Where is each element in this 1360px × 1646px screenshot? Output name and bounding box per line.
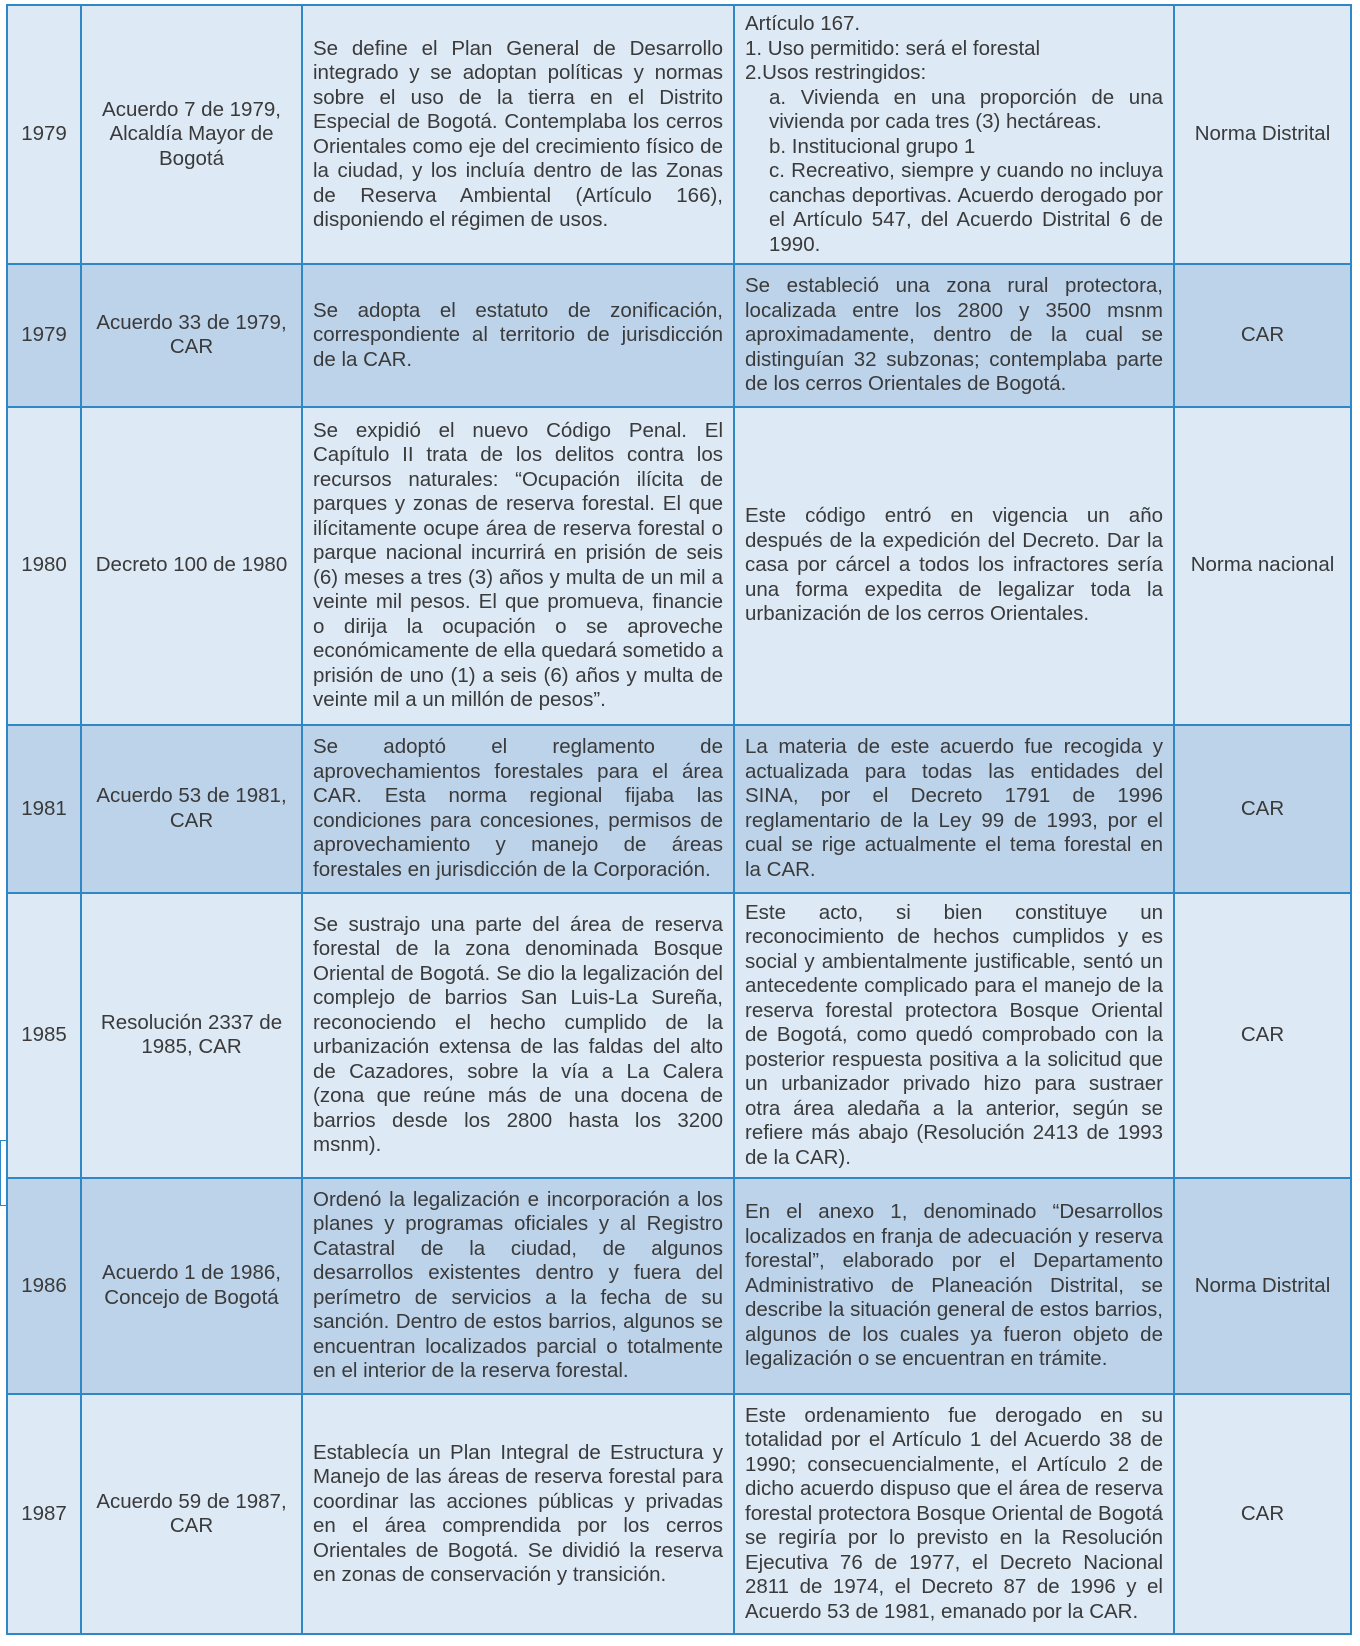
type-cell: CAR [1174,264,1351,407]
observation-subitem: a. Vivienda en una proporción de una vivienda por cada tres (3) hectáreas. [769,85,1163,134]
norm-cell: Acuerdo 7 de 1979, Alcaldía Mayor de Bogotá [81,5,302,264]
norm-cell: Acuerdo 59 de 1987, CAR [81,1394,302,1634]
observation-line: Artículo 167. [745,12,861,36]
observation-cell: Este código entró en vigencia un año después de la expedición del Decreto. Dar la casa por cárcel a todos los infractores sería una forma expedita de legalizar toda la urbanización de los cerros Orientales. [734,407,1174,725]
observation-subitem: c. Recreativo, siempre y cuando no incluya canchas deportivas. Acuerdo derogado por el Artículo 547, del Acuerdo Distrital 6 de 1990. [769,159,1163,256]
description-cell: Se expidió el nuevo Código Penal. El Capítulo II trata de los delitos contra los recursos naturales: “Ocupación ilícita de parques y zonas de reserva forestal. El que ilícitamente ocupe área de reserva forestal o parque nacional incurrirá en prisión de seis (6) meses a tres (3) años y multa de un mil a veinte mil pesos. El que promueva, financie o dirija la ocupación o se aproveche económicamente de ella quedará sometido a prisión de uno (1) a seis (6) años y multa de veinte mil a un millón de pesos”. [302,407,734,725]
description-cell: Se sustrajo una parte del área de reserva forestal de la zona denominada Bosque Oriental de Bogotá. Se dio la legalización del complejo de barrios San Luis-La Sureña, reconociendo el hecho cumplido de la urbanización extensa de las faldas del alto de Cazadores, sobre la vía a La Calera (zona que reúne más de una docena de barrios desde los 2800 hasta los 3200 msnm). [302,893,734,1177]
observation-cell: Se estableció una zona rural protectora, localizada entre los 2800 y 3500 msnm aproximadamente, dentro de la cual se distinguían 32 subzonas; contemplaba parte de los cerros Orientales de Bogotá. [734,264,1174,407]
type-cell: CAR [1174,1394,1351,1634]
table-row [7,407,1351,725]
observation-cell: Este acto, si bien constituye un reconocimiento de hechos cumplidos y es social y ambientalmente justificable, sentó un antecedente complicado para el manejo de la reserva forestal protectora Bosque Oriental de Bogotá, como quedó comprobado con la posterior respuesta positiva a la solicitud que un urbanizador privado hizo para sustraer otra área aledaña a la anterior, según se refiere más abajo (Resolución 2413 de 1993 de la CAR). [734,893,1174,1177]
year-cell: 1986 [7,1178,81,1395]
table-row [7,893,1351,1177]
description-cell: Se adoptó el reglamento de aprovechamientos forestales para el área CAR. Esta norma regional fijaba las condiciones para concesiones, permisos de aprovechamiento y manejo de áreas forestales en jurisdicción de la Corporación. [302,725,734,893]
observation-line: 1. Uso permitido: será el forestal [745,36,1041,60]
regulations-table [6,4,1352,1635]
observation-cell: La materia de este acuerdo fue recogida y actualizada para todas las entidades del SINA, por el Decreto 1791 de 1996 reglamentario de la Ley 99 de 1993, por el cual se rige actualmente el tema forestal en la CAR. [734,725,1174,893]
type-cell: Norma nacional [1174,407,1351,725]
observation-cell: Este ordenamiento fue derogado en su totalidad por el Artículo 1 del Acuerdo 38 de 1990; consecuencialmente, el Artículo 2 de dicho acuerdo dispuso que el área de reserva forestal protectora Bosque Oriental de Bogotá se regiría por lo previsto en la Resolución Ejecutiva 76 de 1977, el Decreto Nacional 2811 de 1974, el Decreto 87 de 1996 y el Acuerdo 53 de 1981, emanado por la CAR. [734,1394,1174,1634]
description-cell: Establecía un Plan Integral de Estructura y Manejo de las áreas de reserva forestal para coordinar las acciones públicas y privadas en el área comprendida por los cerros Orientales de Bogotá. Se dividió la reserva en zonas de conservación y transición. [302,1394,734,1634]
observation-cell [734,5,1174,264]
year-cell: 1985 [7,893,81,1177]
description-cell: Se adopta el estatuto de zonificación, correspondiente al territorio de jurisdicción de la CAR. [302,264,734,407]
table-row [7,1394,1351,1634]
norm-cell: Decreto 100 de 1980 [81,407,302,725]
observation-cell: En el anexo 1, denominado “Desarrollos localizados en franja de adecuación y reserva forestal”, elaborado por el Departamento Administrativo de Planeación Distrital, se describe la situación general de estos barrios, algunos de los cuales ya fueron objeto de legalización o se encuentran en trámite. [734,1178,1174,1395]
description-cell: Se define el Plan General de Desarrollo integrado y se adoptan políticas y normas sobre el uso de la tierra en el Distrito Especial de Bogotá. Contemplaba los cerros Orientales como eje del crecimiento físico de la ciudad, y los incluía dentro de las Zonas de Reserva Ambiental (Artículo 166), disponiendo el régimen de usos. [302,5,734,264]
table-row [7,725,1351,893]
year-cell: 1979 [7,264,81,407]
type-cell: CAR [1174,893,1351,1177]
year-cell: 1979 [7,5,81,264]
table-row [7,264,1351,407]
type-cell: CAR [1174,725,1351,893]
year-cell: 1981 [7,725,81,893]
table-row [7,1178,1351,1395]
type-cell: Norma Distrital [1174,5,1351,264]
norm-cell: Acuerdo 53 de 1981, CAR [81,725,302,893]
type-cell: Norma Distrital [1174,1178,1351,1395]
year-cell: 1980 [7,407,81,725]
norm-cell: Acuerdo 1 de 1986, Concejo de Bogotá [81,1178,302,1395]
norm-cell: Acuerdo 33 de 1979, CAR [81,264,302,407]
table-row [7,5,1351,264]
norm-cell: Resolución 2337 de 1985, CAR [81,893,302,1177]
year-cell: 1987 [7,1394,81,1634]
description-cell: Ordenó la legalización e incorporación a los planes y programas oficiales y al Registro Catastral de la ciudad, de algunos desarrollos existentes dentro y fuera del perímetro de servicios a la fecha de su sanción. Dentro de estos barrios, algunos se encuentran localizados parcial o totalmente en el interior de la reserva forestal. [302,1178,734,1395]
observation-subitem: b. Institucional grupo 1 [769,134,976,158]
observation-line: 2.Usos restringidos: [745,61,927,85]
